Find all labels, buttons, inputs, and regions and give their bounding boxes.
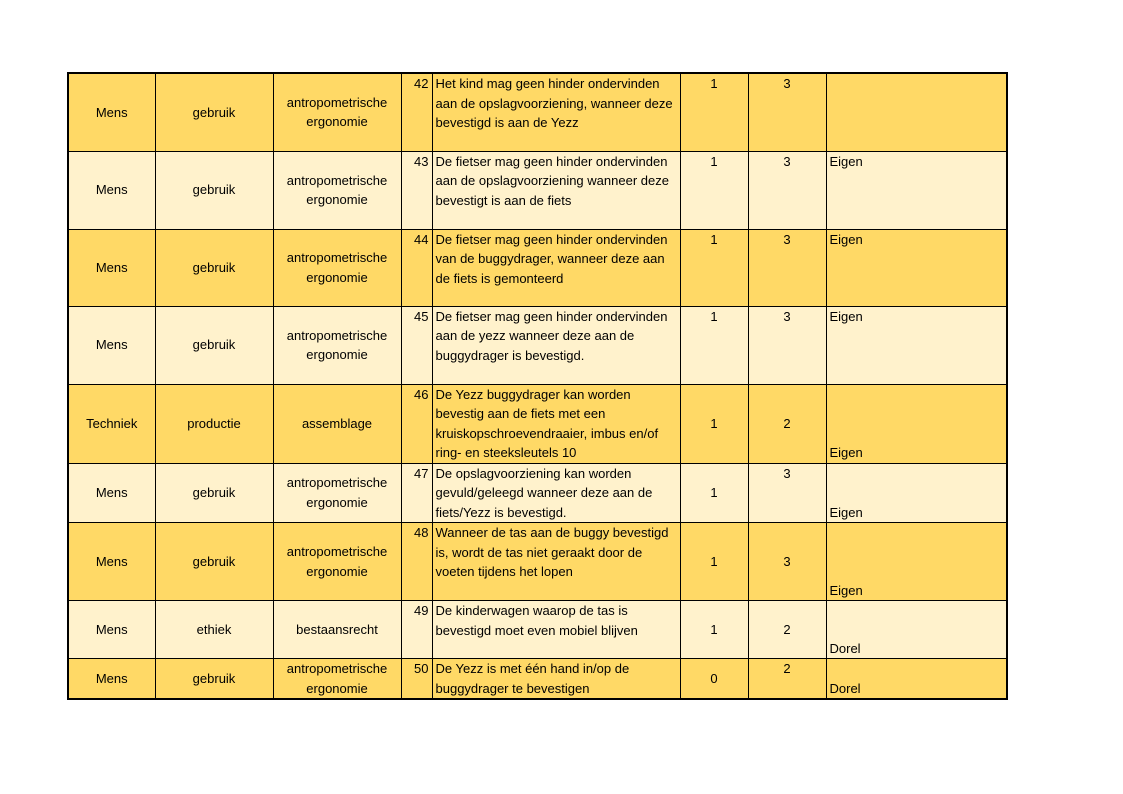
subaspect-cell: antropometrische ergonomie xyxy=(273,463,401,523)
table-row xyxy=(68,73,1007,151)
description-cell: Wanneer de tas aan de buggy bevestigd is, wordt de tas niet geraakt door de voeten tijdens het lopen xyxy=(432,523,680,601)
aspect-cell: gebruik xyxy=(155,659,273,700)
category-cell: Mens xyxy=(68,73,155,151)
category-cell: Mens xyxy=(68,523,155,601)
description-cell: De fietser mag geen hinder ondervinden van de buggydrager, wanneer deze aan de fiets is gemonteerd xyxy=(432,229,680,306)
category-cell: Mens xyxy=(68,306,155,384)
description-cell: De Yezz is met één hand in/op de buggydrager te bevestigen xyxy=(432,659,680,700)
value-b-cell: 3 xyxy=(748,229,826,306)
number-cell: 46 xyxy=(401,384,432,463)
value-b-cell: 2 xyxy=(748,601,826,659)
value-b-cell: 3 xyxy=(748,463,826,523)
table-row xyxy=(68,463,1007,523)
table-row xyxy=(68,384,1007,463)
aspect-cell: productie xyxy=(155,384,273,463)
table-row xyxy=(68,659,1007,700)
source-cell: Eigen xyxy=(826,523,1007,601)
table-row xyxy=(68,306,1007,384)
value-b-cell: 3 xyxy=(748,306,826,384)
description-cell: De opslagvoorziening kan worden gevuld/geleegd wanneer deze aan de fiets/Yezz is bevestigd. xyxy=(432,463,680,523)
number-cell: 49 xyxy=(401,601,432,659)
description-cell: De Yezz buggydrager kan worden bevestig aan de fiets met een kruiskopschroevendraaier, imbus en/of ring- en steeksleutels 10 xyxy=(432,384,680,463)
value-b-cell: 3 xyxy=(748,151,826,229)
description-cell: De fietser mag geen hinder ondervinden aan de opslagvoorziening wanneer deze bevestigt is aan de fiets xyxy=(432,151,680,229)
table-row xyxy=(68,523,1007,601)
subaspect-cell: antropometrische ergonomie xyxy=(273,229,401,306)
category-cell: Mens xyxy=(68,659,155,700)
value-a-cell: 1 xyxy=(680,151,748,229)
value-a-cell: 1 xyxy=(680,601,748,659)
source-cell xyxy=(826,73,1007,151)
category-cell: Mens xyxy=(68,463,155,523)
description-cell: De fietser mag geen hinder ondervinden aan de yezz wanneer deze aan de buggydrager is bevestigd. xyxy=(432,306,680,384)
subaspect-cell: antropometrische ergonomie xyxy=(273,73,401,151)
category-cell: Techniek xyxy=(68,384,155,463)
aspect-cell: gebruik xyxy=(155,151,273,229)
number-cell: 47 xyxy=(401,463,432,523)
value-a-cell: 1 xyxy=(680,523,748,601)
value-a-cell: 0 xyxy=(680,659,748,700)
subaspect-cell: antropometrische ergonomie xyxy=(273,151,401,229)
source-cell: Eigen xyxy=(826,463,1007,523)
value-b-cell: 2 xyxy=(748,659,826,700)
value-a-cell: 1 xyxy=(680,463,748,523)
number-cell: 45 xyxy=(401,306,432,384)
number-cell: 50 xyxy=(401,659,432,700)
value-b-cell: 3 xyxy=(748,73,826,151)
subaspect-cell: antropometrische ergonomie xyxy=(273,659,401,700)
value-a-cell: 1 xyxy=(680,73,748,151)
table-row xyxy=(68,229,1007,306)
source-cell: Eigen xyxy=(826,151,1007,229)
subaspect-cell: antropometrische ergonomie xyxy=(273,306,401,384)
category-cell: Mens xyxy=(68,601,155,659)
number-cell: 43 xyxy=(401,151,432,229)
number-cell: 42 xyxy=(401,73,432,151)
aspect-cell: gebruik xyxy=(155,306,273,384)
number-cell: 44 xyxy=(401,229,432,306)
source-cell: Eigen xyxy=(826,229,1007,306)
source-cell: Dorel xyxy=(826,659,1007,700)
subaspect-cell: antropometrische ergonomie xyxy=(273,523,401,601)
table-row xyxy=(68,601,1007,659)
source-cell: Eigen xyxy=(826,306,1007,384)
source-cell: Dorel xyxy=(826,601,1007,659)
number-cell: 48 xyxy=(401,523,432,601)
aspect-cell: gebruik xyxy=(155,229,273,306)
category-cell: Mens xyxy=(68,229,155,306)
description-cell: De kinderwagen waarop de tas is bevestigd moet even mobiel blijven xyxy=(432,601,680,659)
value-b-cell: 3 xyxy=(748,523,826,601)
table-row xyxy=(68,151,1007,229)
source-cell: Eigen xyxy=(826,384,1007,463)
subaspect-cell: bestaansrecht xyxy=(273,601,401,659)
value-b-cell: 2 xyxy=(748,384,826,463)
aspect-cell: gebruik xyxy=(155,73,273,151)
subaspect-cell: assemblage xyxy=(273,384,401,463)
description-cell: Het kind mag geen hinder ondervinden aan de opslagvoorziening, wanneer deze bevestigd is aan de Yezz xyxy=(432,73,680,151)
value-a-cell: 1 xyxy=(680,384,748,463)
aspect-cell: ethiek xyxy=(155,601,273,659)
category-cell: Mens xyxy=(68,151,155,229)
value-a-cell: 1 xyxy=(680,306,748,384)
value-a-cell: 1 xyxy=(680,229,748,306)
aspect-cell: gebruik xyxy=(155,463,273,523)
requirements-table xyxy=(67,72,1008,700)
aspect-cell: gebruik xyxy=(155,523,273,601)
